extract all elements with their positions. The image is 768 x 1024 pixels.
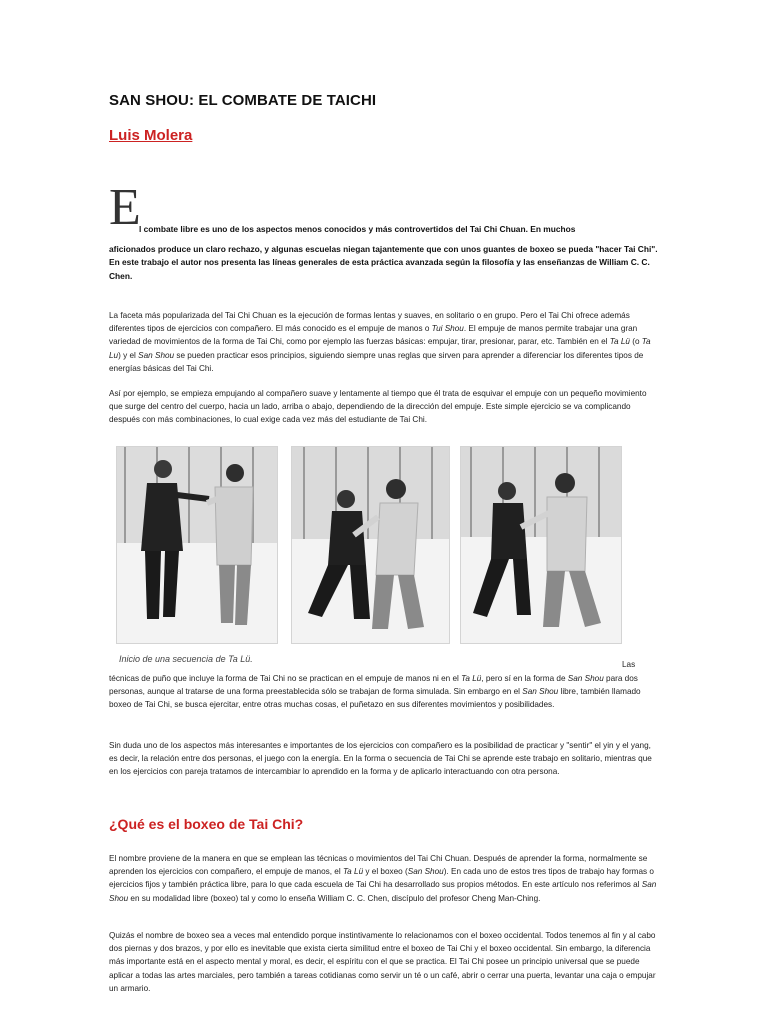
photo-2 xyxy=(291,446,450,644)
body-paragraph-4: Sin duda uno de los aspectos más interesantes e importantes de los ejercicios con compañero es la posibilidad de practicar y "sentir" el yin y el yang, es decir, la relación entre dos personas, el juego con la energía. En la forma o secuencia de Tai Chi se aprende este trabajo en solitario, mientras que en los ejercicios con pareja tratamos de intercambiar lo aprendido en la forma y de aplicarlo interactuando con otra persona. xyxy=(109,741,652,777)
body-paragraph-5: El nombre proviene de la manera en que se emplean las técnicas o movimientos del Tai Chi Chuan. Después de aprender la forma, normalmente se aprenden los ejercicios con compañero, el empuje de manos, el Ta Lü y el boxeo (San Shou). En cada uno de estos tres tipos de trabajo hay formas o ejercicios fijos y también práctica libre, para lo que cada escuela de Tai Chi ha desarrollado sus propios métodos. En este artículo nos referimos al San Shou en su modalidad libre (boxeo) tal y como lo enseña William C. C. Chen, discípulo del profesor Cheng Man-Ching. xyxy=(109,854,657,903)
body-paragraph-1: La faceta más popularizada del Tai Chi Chuan es la ejecución de formas lentas y suaves, en solitario o en grupo. Pero el Tai Chi ofrece además diferentes tipos de ejercicios con compañero. El más conocido es el empuje de manos o Tui Shou. El empuje de manos permite trabajar una gran variedad de movimientos de la forma de Tai Chi, como por ejemplo las fuerzas básicas: empujar, tirar, presionar, parar, etc. También en el Ta Lü (o Ta Lu) y el San Shou se pueden practicar esos principios, siguiendo siempre unas reglas que sirven para aprender a diferenciar los diferentes tipos de energías básicas del Tai Chi. xyxy=(109,311,651,373)
article-title: SAN SHOU: EL COMBATE DE TAICHI xyxy=(109,92,377,109)
photo-3 xyxy=(460,446,622,644)
author-link[interactable]: Luis Molera xyxy=(109,127,193,144)
body-paragraph-3: técnicas de puño que incluye la forma de Tai Chi no se practican en el empuje de manos ni en el Ta Lü, pero sí en la forma de San Shou para dos personas, aunque al tratarse de una forma preestablecida sólo se trabajan de forma simulada. Sin embargo en el San Shou libre, también llamado boxeo de Tai Chi, se busca ejercitar, entre otras muchas cosas, el puñetazo en sus diferentes movimientos y posibilidades. xyxy=(109,674,641,710)
drop-cap: E xyxy=(109,179,141,236)
photo-sequence xyxy=(116,446,620,642)
section-heading: ¿Qué es el boxeo de Tai Chi? xyxy=(109,816,304,832)
intro-rest: aficionados produce un claro rechazo, y algunas escuelas niegan tajantemente que con unos guantes de boxeo se pueda "hacer Tai Chi". En este trabajo el autor nos presenta las líneas generales de esta práctica avanzada según la filosofía y las enseñanzas de William C. C. Chen. xyxy=(109,244,658,281)
body-paragraph-2: Así por ejemplo, se empieza empujando al compañero suave y lentamente al tiempo que él trata de esquivar el empuje con un pequeño movimiento que surge del centro del cuerpo, hacia un lado, arriba o abajo, dependiendo de la dirección del empuje. Este simple ejercicio se va complicando después con más combinaciones, lo cual exige cada vez más del estudiante de Tai Chi. xyxy=(109,389,647,425)
paragraph-3-start: Las xyxy=(622,660,636,669)
photo-caption: Inicio de una secuencia de Ta Lü. xyxy=(119,654,253,664)
body-paragraph-6: Quizás el nombre de boxeo sea a veces mal entendido porque instintivamente lo relacionamos con el boxeo occidental. Todos tenemos al fin y al cabo dos piernas y dos brazos, y por ello es inevitable que exista cierta similitud entre el boxeo de Tai Chi y el boxeo occidental. Sin embargo, la diferencia más importante está en el aspecto mental y moral, es decir, el espíritu con el que se practica. El Tai Chi posee un principio universal que se puede aplicar a todas las artes marciales, pero también a tareas cotidianas como servir un té o un café, abrir o cerrar una puerta, levantar una caja o empujar un armario. xyxy=(109,931,656,993)
photo-1 xyxy=(116,446,278,644)
intro-first-line: l combate libre es uno de los aspectos menos conocidos y más controvertidos del Tai Chi Chuan. En muchos xyxy=(139,224,576,234)
